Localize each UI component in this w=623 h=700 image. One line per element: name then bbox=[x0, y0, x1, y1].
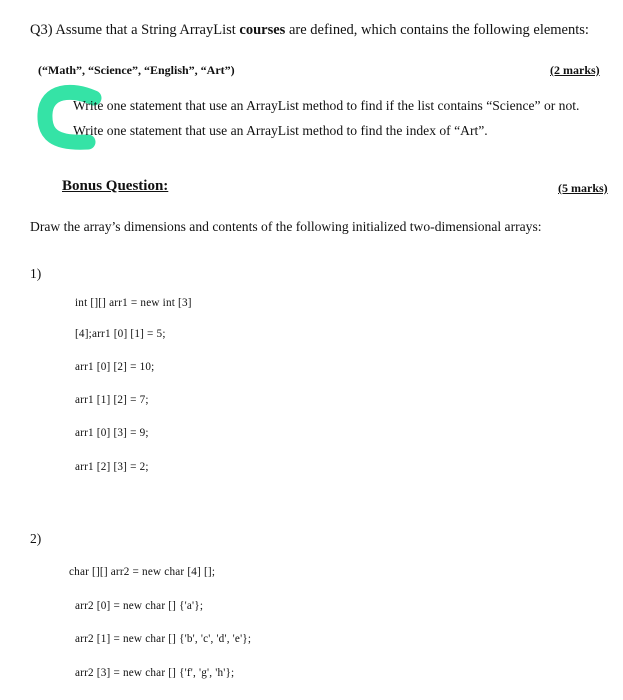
part-2-number: 2) bbox=[30, 531, 42, 546]
question-keyword: courses bbox=[239, 22, 286, 38]
code-line: arr2 [0] = new char [] {'a'}; bbox=[75, 600, 204, 612]
code-line: arr1 [1] [2] = 7; bbox=[75, 394, 149, 406]
highlighter-mark bbox=[36, 84, 102, 152]
code-line: char [][] arr2 = new char [4] []; bbox=[69, 566, 216, 578]
question-title bbox=[30, 22, 589, 39]
task-index-of: Write one statement that use an ArrayList method to find the index of “Art”. bbox=[73, 123, 488, 138]
code-line: arr2 [3] = new char [] {'f', 'g', 'h'}; bbox=[75, 667, 235, 679]
question-marks: (2 marks) bbox=[550, 63, 600, 77]
code-line: arr2 [1] = new char [] {'b', 'c', 'd', 'e'}; bbox=[75, 633, 252, 645]
code-line: arr1 [0] [3] = 9; bbox=[75, 427, 149, 439]
bonus-instruction: Draw the array’s dimensions and contents of the following initialized two-dimensional arrays: bbox=[30, 219, 542, 234]
part-1-number: 1) bbox=[30, 266, 42, 281]
code-line: arr1 [2] [3] = 2; bbox=[75, 461, 149, 473]
task-contains: Write one statement that use an ArrayList method to find if the list contains “Science” or not. bbox=[73, 98, 580, 113]
bonus-title: Bonus Question: bbox=[62, 178, 169, 194]
code-line: arr1 [0] [2] = 10; bbox=[75, 361, 155, 373]
bonus-marks: (5 marks) bbox=[558, 181, 608, 195]
question-prefix: Q3) Assume that a String ArrayList bbox=[30, 22, 240, 38]
code-line: [4];arr1 [0] [1] = 5; bbox=[75, 328, 166, 340]
code-line: int [][] arr1 = new int [3] bbox=[75, 297, 192, 309]
question-suffix: are defined, which contains the following elements: bbox=[285, 22, 589, 38]
elements-list: (“Math”, “Science”, “English”, “Art”) bbox=[38, 63, 235, 77]
